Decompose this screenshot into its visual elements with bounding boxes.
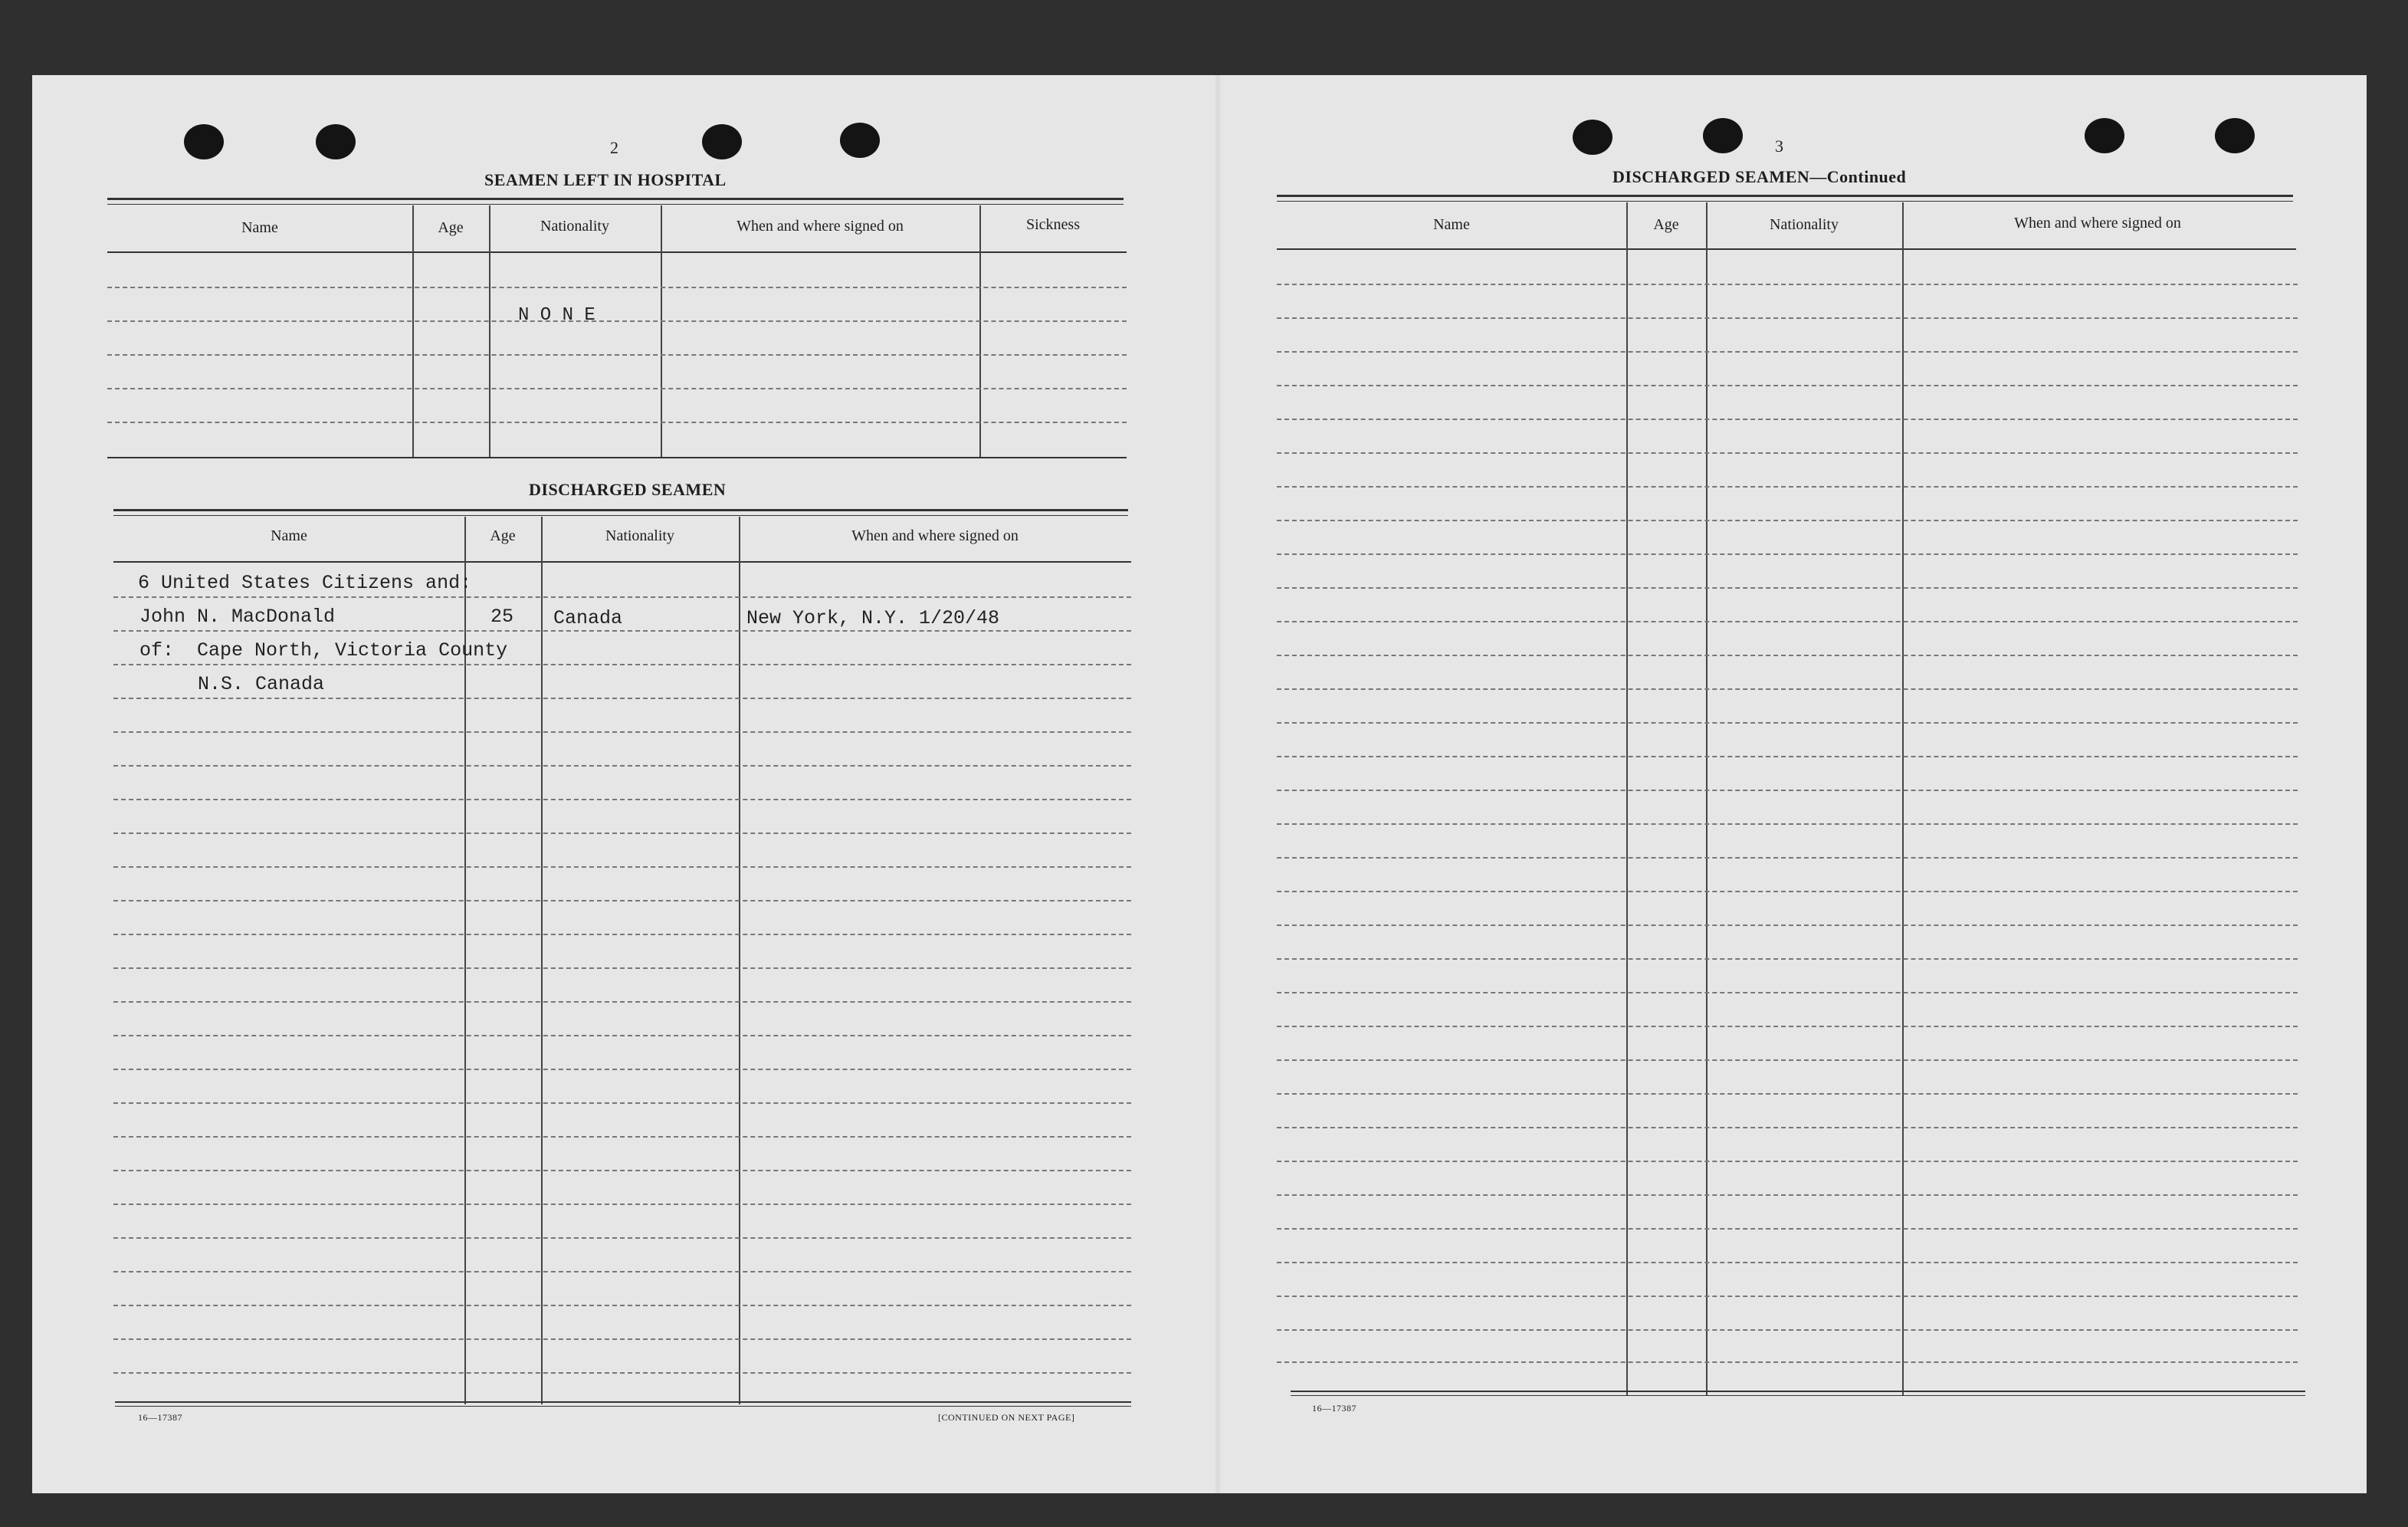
- entry-line: [113, 1170, 1131, 1171]
- rule: [115, 1401, 1131, 1403]
- entry-line: [113, 1204, 1131, 1205]
- punch-hole: [840, 123, 880, 158]
- entry-line: [113, 1069, 1131, 1070]
- entry-line: [113, 1305, 1131, 1306]
- punch-hole: [2215, 118, 2255, 153]
- entry-line: [113, 630, 1131, 632]
- entry-line: [1277, 891, 2298, 892]
- column-divider: [661, 205, 662, 458]
- column-divider: [412, 205, 414, 458]
- rule: [107, 198, 1124, 200]
- rule: [107, 251, 1127, 253]
- entry-line: [113, 1372, 1131, 1374]
- entry-line: [1277, 351, 2298, 353]
- entry-line: [1277, 284, 2298, 285]
- entry-line: [113, 698, 1131, 699]
- entry-line: [113, 731, 1131, 733]
- page-fold: [1215, 75, 1220, 1493]
- entry-name: John N. MacDonald: [139, 606, 336, 628]
- entry-line: [1277, 1361, 2298, 1363]
- punch-hole: [316, 124, 356, 159]
- column-header-nationality: Nationality: [540, 218, 609, 235]
- entry-line: [1277, 419, 2298, 420]
- column-header-when-where: When and where signed on: [737, 218, 904, 235]
- form-number: 16—17387: [138, 1412, 182, 1423]
- entry-line: [1277, 924, 2298, 926]
- column-divider: [1902, 202, 1904, 1395]
- entry-line: [113, 799, 1131, 800]
- entry-line: [1277, 823, 2298, 825]
- entry-line: [1277, 1295, 2298, 1297]
- entry-line: [113, 900, 1131, 901]
- entry-line: [113, 967, 1131, 969]
- entry-line: [107, 287, 1127, 288]
- entry-line: [1277, 520, 2298, 521]
- hospital-section-title: SEAMEN LEFT IN HOSPITAL: [484, 170, 727, 189]
- entry-line: [1277, 317, 2298, 319]
- column-header-name: Name: [241, 219, 278, 236]
- entry-line: [113, 832, 1131, 834]
- entry-line: [1277, 553, 2298, 555]
- punch-hole: [1573, 120, 1612, 155]
- rule: [1291, 1391, 2305, 1392]
- entry-line: [113, 1102, 1131, 1104]
- column-header-nationality: Nationality: [605, 527, 674, 544]
- entry-line: [1277, 1228, 2298, 1230]
- rule: [1277, 248, 2296, 250]
- entry-line: [1277, 857, 2298, 859]
- column-header-name: Name: [1433, 216, 1470, 233]
- entry-name: N.S. Canada: [198, 673, 325, 695]
- column-divider: [1626, 202, 1628, 1395]
- form-number: 16—17387: [1312, 1403, 1357, 1414]
- punch-hole: [1703, 118, 1743, 153]
- entry-line: [1277, 486, 2298, 488]
- column-header-name: Name: [271, 527, 307, 544]
- column-header-sickness: Sickness: [1026, 216, 1080, 233]
- entry-line: [1277, 1093, 2298, 1095]
- discharged-section-title: DISCHARGED SEAMEN: [529, 480, 727, 499]
- punch-hole: [702, 124, 742, 159]
- entry-line: [1277, 385, 2298, 386]
- entry-line: [1277, 1161, 2298, 1162]
- entry-line: [113, 1271, 1131, 1272]
- entry-line: [1277, 587, 2298, 589]
- column-header-age: Age: [1653, 216, 1679, 233]
- punch-hole: [2085, 118, 2124, 153]
- entry-line: [113, 866, 1131, 868]
- entry-line: [107, 388, 1127, 389]
- discharged-continued-title: DISCHARGED SEAMEN—Continued: [1612, 167, 1907, 186]
- column-divider: [489, 205, 490, 458]
- rule: [1277, 201, 2293, 202]
- entry-line: [1277, 452, 2298, 454]
- continued-note: [CONTINUED ON NEXT PAGE]: [938, 1412, 1075, 1423]
- rule: [107, 204, 1124, 205]
- entry-line: [113, 1237, 1131, 1239]
- rule: [115, 1406, 1131, 1407]
- entry-line: [1277, 992, 2298, 993]
- entry-line: [1277, 1026, 2298, 1027]
- page-number: 2: [610, 138, 618, 157]
- column-divider: [979, 205, 981, 458]
- column-header-age: Age: [438, 219, 464, 236]
- rule: [1277, 195, 2293, 197]
- entry-signed-on: New York, N.Y. 1/20/48: [746, 607, 1000, 629]
- entry-line: [1277, 756, 2298, 757]
- entry-line: [1277, 655, 2298, 656]
- rule: [113, 515, 1128, 516]
- entry-line: [1277, 1329, 2298, 1331]
- entry-age: 25: [490, 606, 514, 628]
- column-divider: [1706, 202, 1708, 1395]
- entry-line: [1277, 688, 2298, 690]
- column-header-when-where: When and where signed on: [851, 527, 1019, 544]
- entry-line: [113, 664, 1131, 665]
- entry-line: [1277, 621, 2298, 622]
- rule: [113, 509, 1128, 511]
- entry-line: [113, 1136, 1131, 1138]
- column-header-nationality: Nationality: [1770, 216, 1839, 233]
- entry-line: [107, 320, 1127, 322]
- entry-line: [1277, 1194, 2298, 1196]
- rule: [113, 561, 1131, 563]
- column-header-age: Age: [490, 527, 516, 544]
- entry-line: [1277, 722, 2298, 724]
- entry-line: [1277, 1127, 2298, 1128]
- entry-line: [113, 1338, 1131, 1340]
- entry-line: [107, 354, 1127, 356]
- rule: [1291, 1395, 2305, 1396]
- entry-line: [113, 765, 1131, 767]
- page-number: 3: [1775, 136, 1783, 156]
- entry-line: [113, 1035, 1131, 1036]
- entry-line: [1277, 958, 2298, 960]
- entry-line: [1277, 790, 2298, 791]
- entry-line: [113, 1001, 1131, 1003]
- entry-line: [113, 934, 1131, 935]
- entry-line: [107, 422, 1127, 423]
- punch-hole: [184, 124, 224, 159]
- entry-name: 6 United States Citizens and:: [138, 572, 472, 594]
- entry-line: [1277, 1059, 2298, 1061]
- hospital-none-entry: N O N E: [518, 305, 595, 326]
- entry-nationality: Canada: [553, 607, 623, 629]
- column-header-when-where: When and where signed on: [2014, 215, 2181, 232]
- rule: [107, 457, 1127, 458]
- entry-line: [113, 596, 1131, 598]
- entry-line: [1277, 1262, 2298, 1263]
- entry-name: of: Cape North, Victoria County: [139, 639, 508, 662]
